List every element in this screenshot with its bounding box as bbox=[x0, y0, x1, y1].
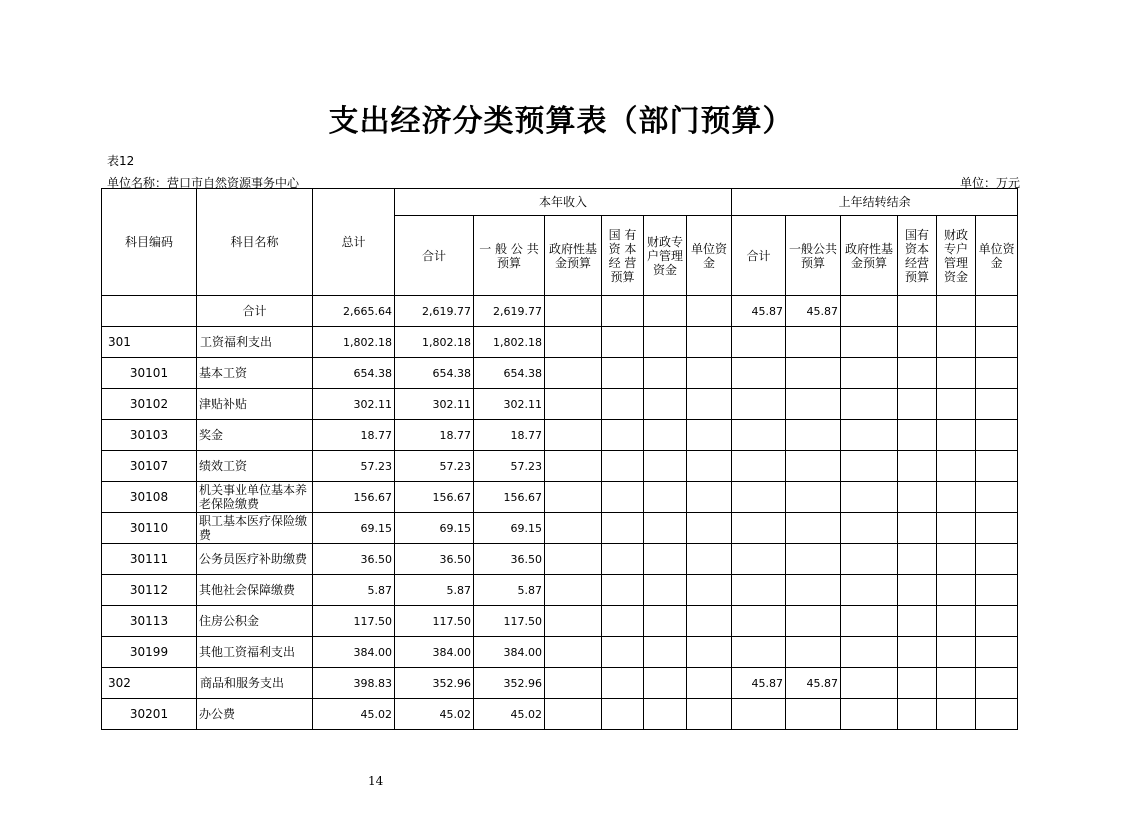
row-code: 30103 bbox=[102, 420, 197, 451]
table-row bbox=[102, 513, 1018, 544]
row-name: 奖金 bbox=[197, 420, 313, 451]
row-total: 2,665.64 bbox=[313, 296, 395, 327]
row-code: 30199 bbox=[102, 637, 197, 668]
row-code: 30108 bbox=[102, 482, 197, 513]
row-cur-general: 36.50 bbox=[474, 544, 545, 575]
row-total: 398.83 bbox=[313, 668, 395, 699]
col-header-cur-unit: 单位资金 bbox=[687, 216, 732, 296]
row-co-sum bbox=[732, 482, 786, 513]
col-header-cur-fund: 政府性基金预算 bbox=[545, 216, 602, 296]
row-total: 57.23 bbox=[313, 451, 395, 482]
table-row bbox=[102, 544, 1018, 575]
group-header-carryover: 上年结转结余 bbox=[732, 189, 1018, 216]
table-row bbox=[102, 575, 1018, 606]
row-code: 301 bbox=[102, 327, 197, 358]
row-co-sum bbox=[732, 513, 786, 544]
row-co-general bbox=[786, 358, 841, 389]
col-header-co-special: 财政专户管理资金 bbox=[937, 216, 976, 296]
row-total: 117.50 bbox=[313, 606, 395, 637]
row-cur-general: 1,802.18 bbox=[474, 327, 545, 358]
group-header-current-year: 本年收入 bbox=[395, 189, 732, 216]
row-cur-sum: 2,619.77 bbox=[395, 296, 474, 327]
row-cur-sum: 117.50 bbox=[395, 606, 474, 637]
row-cur-general: 5.87 bbox=[474, 575, 545, 606]
table-number: 表12 bbox=[107, 154, 135, 168]
table-row bbox=[102, 420, 1018, 451]
row-code: 30107 bbox=[102, 451, 197, 482]
row-co-general bbox=[786, 482, 841, 513]
row-total: 5.87 bbox=[313, 575, 395, 606]
row-co-sum: 45.87 bbox=[732, 668, 786, 699]
row-co-sum bbox=[732, 420, 786, 451]
row-code: 30111 bbox=[102, 544, 197, 575]
row-co-general: 45.87 bbox=[786, 668, 841, 699]
currency-unit: 单位：万元 bbox=[960, 176, 1021, 190]
col-header-co-sum: 合计 bbox=[732, 216, 786, 296]
row-cur-sum: 1,802.18 bbox=[395, 327, 474, 358]
row-co-general bbox=[786, 699, 841, 730]
row-cur-general: 2,619.77 bbox=[474, 296, 545, 327]
row-cur-general: 57.23 bbox=[474, 451, 545, 482]
unit-name: 单位名称：营口市自然资源事务中心 bbox=[107, 176, 300, 190]
row-co-sum bbox=[732, 637, 786, 668]
row-cur-general: 156.67 bbox=[474, 482, 545, 513]
row-cur-sum: 57.23 bbox=[395, 451, 474, 482]
page-title: 支出经济分类预算表（部门预算） bbox=[328, 104, 794, 139]
row-name: 合计 bbox=[197, 296, 313, 327]
table-row bbox=[102, 451, 1018, 482]
row-co-general bbox=[786, 389, 841, 420]
row-cur-sum: 156.67 bbox=[395, 482, 474, 513]
row-co-sum bbox=[732, 327, 786, 358]
header-row-group bbox=[102, 189, 1018, 216]
col-header-cur-general: 一 般 公 共预算 bbox=[474, 216, 545, 296]
row-code bbox=[102, 296, 197, 327]
row-total: 45.02 bbox=[313, 699, 395, 730]
col-header-total: 总计 bbox=[313, 189, 395, 296]
row-total: 156.67 bbox=[313, 482, 395, 513]
budget-table bbox=[101, 188, 1018, 730]
row-name: 商品和服务支出 bbox=[197, 668, 313, 699]
row-code: 30101 bbox=[102, 358, 197, 389]
col-header-co-general: 一般公共预算 bbox=[786, 216, 841, 296]
row-total: 69.15 bbox=[313, 513, 395, 544]
row-name: 津贴补贴 bbox=[197, 389, 313, 420]
row-co-general bbox=[786, 575, 841, 606]
row-co-sum bbox=[732, 544, 786, 575]
row-cur-sum: 36.50 bbox=[395, 544, 474, 575]
col-header-cur-sum: 合计 bbox=[395, 216, 474, 296]
row-name: 办公费 bbox=[197, 699, 313, 730]
table-row bbox=[102, 358, 1018, 389]
col-header-code: 科目编码 bbox=[102, 189, 197, 296]
col-header-cur-state: 国 有 资 本 经 营 预算 bbox=[602, 216, 644, 296]
row-name: 公务员医疗补助缴费 bbox=[197, 544, 313, 575]
row-name: 绩效工资 bbox=[197, 451, 313, 482]
table-row bbox=[102, 668, 1018, 699]
col-header-name: 科目名称 bbox=[197, 189, 313, 296]
row-total: 384.00 bbox=[313, 637, 395, 668]
row-name: 其他社会保障缴费 bbox=[197, 575, 313, 606]
row-code: 30102 bbox=[102, 389, 197, 420]
row-code: 302 bbox=[102, 668, 197, 699]
row-cur-general: 69.15 bbox=[474, 513, 545, 544]
col-header-co-fund: 政府性基金预算 bbox=[841, 216, 898, 296]
col-header-cur-special: 财政专户管理资金 bbox=[644, 216, 687, 296]
page-number: 14 bbox=[368, 774, 384, 788]
row-cur-sum: 5.87 bbox=[395, 575, 474, 606]
table-row bbox=[102, 482, 1018, 513]
row-co-sum bbox=[732, 699, 786, 730]
row-cur-sum: 69.15 bbox=[395, 513, 474, 544]
row-total: 36.50 bbox=[313, 544, 395, 575]
row-cur-general: 18.77 bbox=[474, 420, 545, 451]
row-cur-sum: 45.02 bbox=[395, 699, 474, 730]
row-cur-sum: 352.96 bbox=[395, 668, 474, 699]
row-cur-sum: 18.77 bbox=[395, 420, 474, 451]
row-cur-general: 654.38 bbox=[474, 358, 545, 389]
row-co-general bbox=[786, 420, 841, 451]
row-co-sum bbox=[732, 575, 786, 606]
row-cur-sum: 302.11 bbox=[395, 389, 474, 420]
row-total: 654.38 bbox=[313, 358, 395, 389]
row-name: 机关事业单位基本养老保险缴费 bbox=[197, 482, 313, 513]
row-code: 30201 bbox=[102, 699, 197, 730]
row-name: 基本工资 bbox=[197, 358, 313, 389]
row-code: 30112 bbox=[102, 575, 197, 606]
row-name: 工资福利支出 bbox=[197, 327, 313, 358]
col-header-co-state: 国有资本经营预算 bbox=[898, 216, 937, 296]
row-total: 18.77 bbox=[313, 420, 395, 451]
row-cur-sum: 384.00 bbox=[395, 637, 474, 668]
table-row bbox=[102, 327, 1018, 358]
row-code: 30110 bbox=[102, 513, 197, 544]
row-co-general bbox=[786, 544, 841, 575]
col-header-co-unit: 单位资金 bbox=[976, 216, 1018, 296]
row-code: 30113 bbox=[102, 606, 197, 637]
row-co-general bbox=[786, 606, 841, 637]
row-co-general bbox=[786, 327, 841, 358]
row-total: 302.11 bbox=[313, 389, 395, 420]
row-cur-general: 117.50 bbox=[474, 606, 545, 637]
row-name: 职工基本医疗保险缴费 bbox=[197, 513, 313, 544]
row-total: 1,802.18 bbox=[313, 327, 395, 358]
table-row bbox=[102, 389, 1018, 420]
row-co-sum bbox=[732, 358, 786, 389]
row-co-sum bbox=[732, 606, 786, 637]
row-cur-general: 384.00 bbox=[474, 637, 545, 668]
row-co-general bbox=[786, 451, 841, 482]
row-co-general: 45.87 bbox=[786, 296, 841, 327]
row-cur-general: 352.96 bbox=[474, 668, 545, 699]
row-cur-general: 302.11 bbox=[474, 389, 545, 420]
row-co-general bbox=[786, 637, 841, 668]
row-cur-sum: 654.38 bbox=[395, 358, 474, 389]
row-cur-general: 45.02 bbox=[474, 699, 545, 730]
row-co-sum bbox=[732, 389, 786, 420]
row-co-general bbox=[786, 513, 841, 544]
row-co-sum bbox=[732, 451, 786, 482]
row-co-sum: 45.87 bbox=[732, 296, 786, 327]
table-row bbox=[102, 637, 1018, 668]
table-row bbox=[102, 699, 1018, 730]
table-row bbox=[102, 606, 1018, 637]
table-row-total bbox=[102, 296, 1018, 327]
row-name: 住房公积金 bbox=[197, 606, 313, 637]
row-name: 其他工资福利支出 bbox=[197, 637, 313, 668]
